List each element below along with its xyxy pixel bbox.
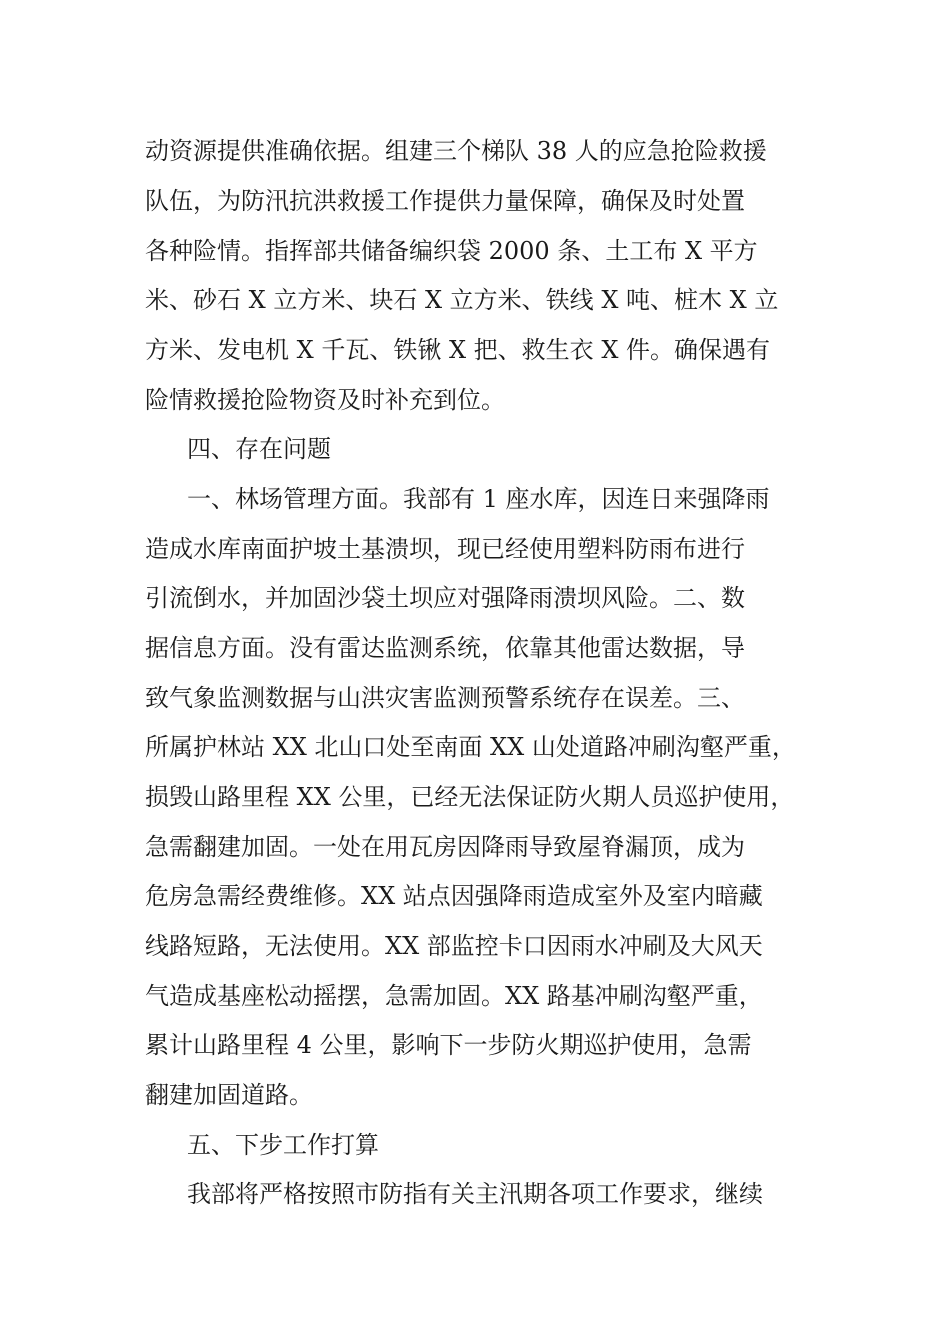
body-text-line: 队伍，为防汛抗洪救援工作提供力量保障，确保及时处置 bbox=[145, 187, 745, 215]
body-text-line: 翻建加固道路。 bbox=[145, 1081, 313, 1109]
body-text-line: 急需翻建加固。一处在用瓦房因降雨导致屋脊漏顶，成为 bbox=[145, 833, 745, 861]
body-text-line: 方米、发电机 X 千瓦、铁锹 X 把、救生衣 X 件。确保遇有 bbox=[145, 336, 771, 364]
body-text-line: 所属护林站 XX 北山口处至南面 XX 山处道路冲刷沟壑严重， bbox=[145, 733, 796, 761]
body-text-line: 米、砂石 X 立方米、块石 X 立方米、铁线 X 吨、桩木 X 立 bbox=[145, 286, 779, 314]
body-text-line: 损毁山路里程 XX 公里，已经无法保证防火期人员巡护使用， bbox=[145, 783, 795, 811]
body-text-line: 据信息方面。没有雷达监测系统，依靠其他雷达数据，导 bbox=[145, 634, 745, 662]
body-text-line: 线路短路，无法使用。XX 部监控卡口因雨水冲刷及大风天 bbox=[145, 932, 763, 960]
body-text-line: 致气象监测数据与山洪灾害监测预警系统存在误差。三、 bbox=[145, 684, 745, 712]
body-text-line: 各种险情。指挥部共储备编织袋 2000 条、土工布 X 平方 bbox=[145, 237, 758, 265]
section-heading-next-steps: 五、下步工作打算 bbox=[187, 1131, 379, 1159]
body-text-line: 造成水库南面护坡土基溃坝，现已经使用塑料防雨布进行 bbox=[145, 535, 745, 563]
body-text-line: 危房急需经费维修。XX 站点因强降雨造成室外及室内暗藏 bbox=[145, 882, 763, 910]
body-text-line: 气造成基座松动摇摆，急需加固。XX 路基冲刷沟壑严重， bbox=[145, 982, 763, 1010]
body-text-line: 我部将严格按照市防指有关主汛期各项工作要求，继续 bbox=[187, 1180, 763, 1208]
section-heading-problems: 四、存在问题 bbox=[187, 435, 331, 463]
body-text-line: 险情救援抢险物资及时补充到位。 bbox=[145, 386, 505, 414]
body-text-line: 累计山路里程 4 公里，影响下一步防火期巡护使用，急需 bbox=[145, 1031, 752, 1059]
body-text-line: 引流倒水，并加固沙袋土坝应对强降雨溃坝风险。二、数 bbox=[145, 584, 745, 612]
body-text-line: 一、林场管理方面。我部有 1 座水库，因连日来强降雨 bbox=[187, 485, 770, 513]
body-text-line: 动资源提供准确依据。组建三个梯队 38 人的应急抢险救援 bbox=[145, 137, 767, 165]
